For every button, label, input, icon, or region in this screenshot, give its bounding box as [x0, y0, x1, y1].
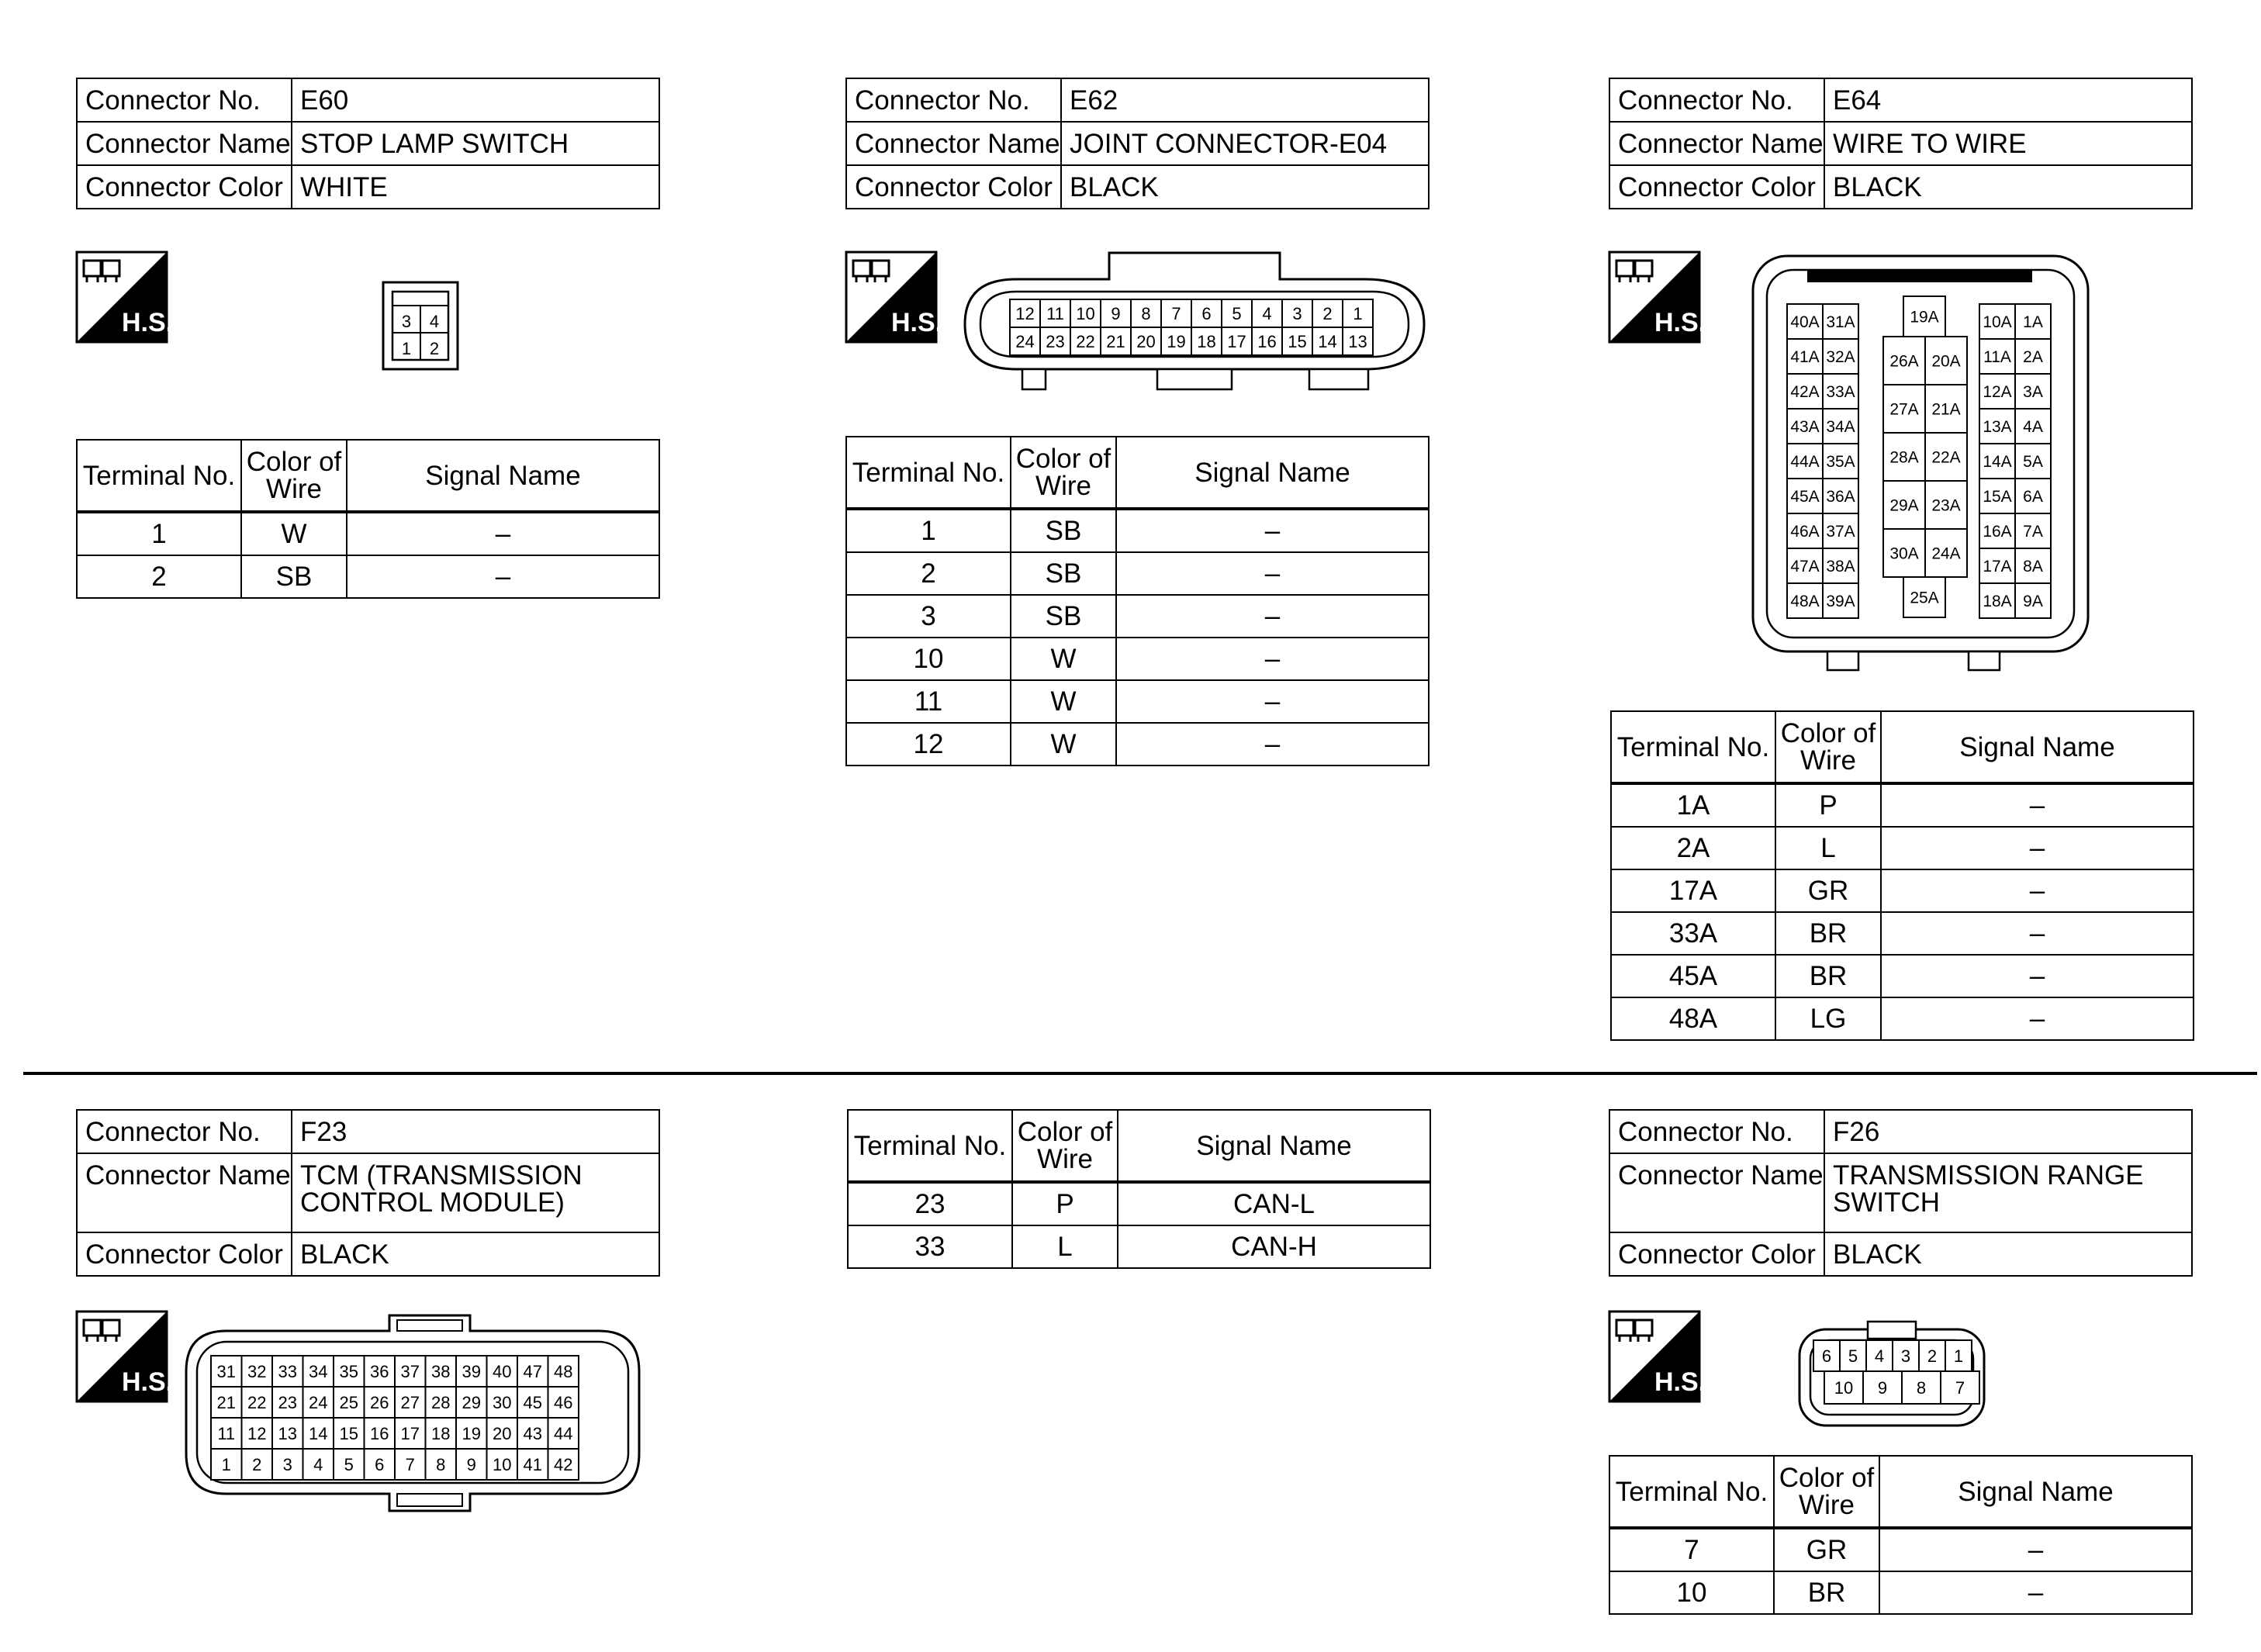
pin-label: 34A — [1826, 418, 1855, 437]
pin-label: 12 — [1015, 303, 1035, 323]
e60-header — [76, 78, 660, 209]
terminal-no-cell: 10 — [846, 638, 1011, 680]
f23-connector-face — [180, 1312, 645, 1526]
signal-name-header: Signal Name — [1879, 1456, 2192, 1528]
pin-label: 5 — [1848, 1346, 1858, 1366]
pin-label: 24 — [1015, 331, 1035, 351]
wire-color-cell: SB — [1011, 509, 1116, 552]
signal-name-cell: – — [1879, 1571, 2192, 1614]
pin-label: 39A — [1826, 593, 1855, 611]
table-row — [1609, 1571, 2192, 1614]
terminal-no-header: Terminal No. — [1609, 1456, 1774, 1528]
pin-label: 10 — [1834, 1377, 1854, 1398]
pin-label: 2A — [2023, 348, 2043, 367]
wire-color-cell: GR — [1774, 1528, 1879, 1571]
signal-name-cell: – — [1879, 1528, 2192, 1571]
pin-label: 8 — [1141, 303, 1151, 323]
terminal-no-cell: 10 — [1609, 1571, 1774, 1614]
pin-label: 20 — [493, 1423, 512, 1443]
hs-label: H.S. — [121, 1367, 174, 1397]
signal-name-cell: – — [1116, 552, 1429, 595]
pin-label: 8A — [2023, 558, 2043, 576]
terminal-no-cell: 2 — [77, 555, 241, 598]
pin-label: 5 — [1232, 303, 1242, 323]
pin-label: 24A — [1931, 544, 1961, 563]
pin-label: 14 — [309, 1423, 328, 1443]
pin-label: 35 — [339, 1361, 358, 1381]
signal-name-header: Signal Name — [1118, 1110, 1430, 1182]
pin-label: 1 — [221, 1454, 231, 1474]
harness-side-icon — [1609, 1311, 1706, 1402]
pin-label: 7 — [405, 1454, 415, 1474]
pin-label: 3 — [401, 312, 412, 331]
connector-color-label: Connector Color — [1609, 1232, 1824, 1276]
pin-label: 5 — [344, 1454, 354, 1474]
pin-label: 15 — [339, 1423, 358, 1443]
f26-header — [1609, 1109, 2193, 1277]
pin-label: 16 — [370, 1423, 389, 1443]
wire-color-cell: SB — [1011, 595, 1116, 638]
e60-terminal-table — [76, 439, 660, 599]
connector-name-label: Connector Name — [77, 1153, 292, 1232]
terminal-no-cell: 45A — [1611, 955, 1775, 997]
harness-side-icon — [76, 1311, 174, 1402]
pin-label: 47 — [523, 1361, 542, 1381]
pin-label: 39 — [462, 1361, 481, 1381]
connector-no-value: E60 — [292, 78, 659, 122]
pin-label: 17 — [400, 1423, 420, 1443]
pin-label: 41 — [523, 1454, 542, 1474]
pin-label: 30A — [1889, 544, 1919, 563]
pin-label: 38 — [431, 1361, 451, 1381]
terminal-no-cell: 3 — [846, 595, 1011, 638]
pin-label: 43 — [523, 1423, 542, 1443]
pin-label: 11 — [1046, 303, 1064, 323]
pin-label: 25A — [1910, 589, 1939, 607]
wire-color-cell: P — [1012, 1182, 1118, 1225]
pin-label: 38A — [1826, 558, 1855, 576]
pin-label: 31 — [216, 1361, 236, 1381]
pin-label: 26 — [370, 1392, 389, 1412]
terminal-no-cell: 1A — [1611, 783, 1775, 827]
terminal-no-cell: 2 — [846, 552, 1011, 595]
pin-label: 33A — [1826, 383, 1855, 402]
signal-name-header: Signal Name — [1881, 711, 2194, 783]
connector-name-value: WIRE TO WIRE — [1824, 122, 2192, 165]
signal-name-cell: – — [1116, 680, 1429, 723]
pin-label: 12 — [247, 1423, 267, 1443]
pin-label: 15A — [1983, 488, 2012, 506]
pin-label: 4 — [313, 1454, 323, 1474]
connector-color-label: Connector Color — [1609, 165, 1824, 209]
pin-label: 19 — [462, 1423, 481, 1443]
connector-color-label: Connector Color — [77, 165, 292, 209]
pin-label: 13 — [278, 1423, 297, 1443]
pin-label: 20A — [1931, 352, 1961, 371]
pin-label: 24 — [309, 1392, 328, 1412]
pin-label: 4A — [2023, 418, 2043, 437]
pin-label: 46 — [554, 1392, 573, 1412]
pin-label: 7 — [1955, 1377, 1965, 1398]
connector-name-label: Connector Name — [1609, 122, 1824, 165]
e64-header — [1609, 78, 2193, 209]
terminal-no-cell: 48A — [1611, 997, 1775, 1040]
pin-label: 11A — [1983, 348, 2011, 367]
hs-label: H.S. — [1654, 308, 1706, 337]
terminal-no-cell: 1 — [846, 509, 1011, 552]
pin-label: 5A — [2023, 453, 2043, 472]
table-row — [1611, 955, 2194, 997]
color-of-wire-header: Color of Wire — [1775, 711, 1881, 783]
pin-label: 22 — [247, 1392, 267, 1412]
pin-label: 37A — [1826, 523, 1855, 541]
pin-label: 41A — [1790, 348, 1820, 367]
terminal-no-header: Terminal No. — [848, 1110, 1012, 1182]
f23-header — [76, 1109, 660, 1277]
pin-label: 3 — [1292, 303, 1302, 323]
connector-color-value: BLACK — [292, 1232, 659, 1276]
wire-color-cell: W — [241, 512, 347, 555]
connector-no-label: Connector No. — [77, 1110, 292, 1153]
signal-name-cell: – — [1881, 955, 2194, 997]
connector-color-value: BLACK — [1824, 1232, 2192, 1276]
connector-no-label: Connector No. — [1609, 1110, 1824, 1153]
pin-label: 14A — [1983, 453, 2012, 472]
pin-label: 18 — [1197, 331, 1216, 351]
connector-name-value: TRANSMISSION RANGE SWITCH — [1824, 1153, 2192, 1232]
table-row — [1611, 869, 2194, 912]
pin-label: 1 — [1353, 303, 1363, 323]
pin-label: 29A — [1889, 496, 1919, 515]
pin-label: 7 — [1171, 303, 1181, 323]
pin-label: 42 — [554, 1454, 573, 1474]
pin-label: 7A — [2023, 523, 2043, 541]
pin-label: 1 — [401, 339, 412, 358]
pin-label: 27A — [1889, 400, 1919, 419]
e62-header — [845, 78, 1430, 209]
e64-terminal-table — [1610, 710, 2194, 1041]
pin-label: 10A — [1983, 313, 2012, 332]
table-row — [846, 680, 1429, 723]
table-row — [1611, 783, 2194, 827]
pin-label: 18A — [1983, 593, 2012, 611]
connector-color-value: WHITE — [292, 165, 659, 209]
pin-label: 26A — [1889, 352, 1919, 371]
wire-color-cell: L — [1012, 1225, 1118, 1268]
wire-color-cell: SB — [1011, 552, 1116, 595]
pin-label: 22A — [1931, 448, 1961, 467]
pin-label: 44A — [1790, 453, 1820, 472]
f23-terminal-table — [847, 1109, 1431, 1269]
terminal-no-header: Terminal No. — [77, 440, 241, 512]
connector-no-label: Connector No. — [1609, 78, 1824, 122]
pin-label: 13A — [1983, 418, 2012, 437]
connector-color-value: BLACK — [1824, 165, 2192, 209]
pin-label: 8 — [436, 1454, 446, 1474]
signal-name-cell: – — [1116, 723, 1429, 766]
connector-no-value: F26 — [1824, 1110, 2192, 1153]
pin-label: 4 — [1874, 1346, 1885, 1366]
pin-label: 28A — [1889, 448, 1919, 467]
pin-label: 6 — [1201, 303, 1212, 323]
pin-label: 40A — [1790, 313, 1820, 332]
color-of-wire-header: Color of Wire — [1012, 1110, 1118, 1182]
pin-label: 28 — [431, 1392, 451, 1412]
pin-label: 36 — [370, 1361, 389, 1381]
pin-label: 4 — [429, 312, 440, 331]
pin-label: 23 — [278, 1392, 297, 1412]
harness-side-icon — [845, 251, 943, 343]
pin-label: 11 — [217, 1423, 236, 1443]
pin-label: 36A — [1826, 488, 1855, 506]
pin-label: 16A — [1983, 523, 2012, 541]
terminal-no-cell: 17A — [1611, 869, 1775, 912]
pin-label: 6A — [2023, 488, 2043, 506]
pin-label: 48A — [1790, 593, 1820, 611]
wire-color-cell: SB — [241, 555, 347, 598]
wire-color-cell: GR — [1775, 869, 1881, 912]
color-of-wire-header: Color of Wire — [1774, 1456, 1879, 1528]
connector-name-label: Connector Name — [1609, 1153, 1824, 1232]
table-row — [1611, 827, 2194, 869]
pin-label: 3 — [1900, 1346, 1911, 1366]
pin-label: 16 — [1257, 331, 1277, 351]
connector-no-label: Connector No. — [846, 78, 1061, 122]
pin-label: 1A — [2023, 313, 2043, 332]
pin-label: 10 — [493, 1454, 512, 1474]
pin-label: 43A — [1790, 418, 1820, 437]
pin-label: 46A — [1790, 523, 1820, 541]
pin-label: 45 — [523, 1392, 542, 1412]
terminal-no-header: Terminal No. — [846, 437, 1011, 509]
signal-name-header: Signal Name — [1116, 437, 1429, 509]
pin-label: 3 — [282, 1454, 292, 1474]
terminal-no-cell: 12 — [846, 723, 1011, 766]
pin-label: 10 — [1076, 303, 1095, 323]
table-row — [846, 552, 1429, 595]
pin-label: 18 — [431, 1423, 451, 1443]
terminal-no-cell: 23 — [848, 1182, 1012, 1225]
harness-side-icon — [1609, 251, 1706, 343]
pin-label: 23A — [1931, 496, 1961, 515]
e60-connector-face — [382, 281, 459, 371]
pin-label: 37 — [400, 1361, 420, 1381]
pin-label: 22 — [1076, 331, 1095, 351]
pin-label: 20 — [1136, 331, 1156, 351]
pin-label: 2 — [1322, 303, 1333, 323]
wire-color-cell: BR — [1775, 955, 1881, 997]
signal-name-cell: – — [1116, 595, 1429, 638]
pin-label: 1 — [1953, 1346, 1964, 1366]
table-row — [846, 638, 1429, 680]
wire-color-cell: W — [1011, 680, 1116, 723]
connector-color-label: Connector Color — [846, 165, 1061, 209]
wire-color-cell: L — [1775, 827, 1881, 869]
pin-label: 17A — [1983, 558, 2012, 576]
pin-label: 6 — [375, 1454, 385, 1474]
pin-label: 44 — [554, 1423, 573, 1443]
harness-side-icon — [76, 251, 174, 343]
signal-name-cell: – — [1881, 827, 2194, 869]
f26-connector-face — [1796, 1318, 1987, 1430]
terminal-no-header: Terminal No. — [1611, 711, 1775, 783]
table-row — [848, 1225, 1430, 1268]
pin-label: 32A — [1826, 348, 1855, 367]
signal-name-cell: – — [1881, 997, 2194, 1040]
connector-no-value: E62 — [1061, 78, 1429, 122]
table-row — [848, 1182, 1430, 1225]
wire-color-cell: P — [1775, 783, 1881, 827]
signal-name-header: Signal Name — [347, 440, 659, 512]
pin-label: 45A — [1790, 488, 1820, 506]
table-row — [1609, 1528, 2192, 1571]
connector-no-value: F23 — [292, 1110, 659, 1153]
pin-label: 21 — [1106, 331, 1125, 351]
wire-color-cell: BR — [1775, 912, 1881, 955]
pin-label: 19A — [1910, 308, 1939, 327]
terminal-no-cell: 33A — [1611, 912, 1775, 955]
connector-name-label: Connector Name — [846, 122, 1061, 165]
connector-no-value: E64 — [1824, 78, 2192, 122]
pin-label: 27 — [400, 1392, 420, 1412]
table-row — [846, 595, 1429, 638]
signal-name-cell: – — [1116, 638, 1429, 680]
connector-no-label: Connector No. — [77, 78, 292, 122]
pin-label: 33 — [278, 1361, 297, 1381]
pin-label: 2 — [252, 1454, 262, 1474]
pin-label: 9A — [2023, 593, 2043, 611]
wire-color-cell: BR — [1774, 1571, 1879, 1614]
pin-label: 6 — [1821, 1346, 1832, 1366]
wire-color-cell: W — [1011, 723, 1116, 766]
signal-name-cell: – — [1881, 912, 2194, 955]
pin-label: 21A — [1931, 400, 1961, 419]
pin-label: 4 — [1262, 303, 1272, 323]
connector-name-value: TCM (TRANSMISSION CONTROL MODULE) — [292, 1153, 659, 1232]
pin-label: 2 — [1927, 1346, 1938, 1366]
signal-name-cell: – — [1881, 869, 2194, 912]
connector-name-value: STOP LAMP SWITCH — [292, 122, 659, 165]
pin-label: 9 — [1877, 1377, 1888, 1398]
e64-connector-face — [1750, 253, 2091, 687]
pin-label: 13 — [1348, 331, 1367, 351]
wire-color-cell: LG — [1775, 997, 1881, 1040]
pin-label: 32 — [247, 1361, 267, 1381]
table-row — [1611, 997, 2194, 1040]
table-row — [77, 555, 659, 598]
pin-label: 19 — [1167, 331, 1186, 351]
terminal-no-cell: 33 — [848, 1225, 1012, 1268]
terminal-no-cell: 7 — [1609, 1528, 1774, 1571]
table-row — [1611, 912, 2194, 955]
pin-label: 40 — [493, 1361, 512, 1381]
pin-label: 12A — [1983, 383, 2012, 402]
pin-label: 29 — [462, 1392, 481, 1412]
pin-label: 21 — [216, 1392, 236, 1412]
signal-name-cell: – — [1881, 783, 2194, 827]
terminal-no-cell: 2A — [1611, 827, 1775, 869]
section-divider — [23, 1072, 2257, 1075]
signal-name-cell: CAN-H — [1118, 1225, 1430, 1268]
pin-label: 15 — [1288, 331, 1307, 351]
f26-terminal-table — [1609, 1455, 2193, 1615]
pin-label: 25 — [339, 1392, 358, 1412]
pin-label: 34 — [309, 1361, 328, 1381]
signal-name-cell: – — [347, 512, 659, 555]
color-of-wire-header: Color of Wire — [241, 440, 347, 512]
pin-label: 2 — [429, 339, 440, 358]
hs-label: H.S. — [1654, 1367, 1706, 1397]
signal-name-cell: – — [347, 555, 659, 598]
pin-label: 9 — [1111, 303, 1121, 323]
terminal-no-cell: 1 — [77, 512, 241, 555]
color-of-wire-header: Color of Wire — [1011, 437, 1116, 509]
pin-label: 47A — [1790, 558, 1820, 576]
pin-label: 35A — [1826, 453, 1855, 472]
pin-label: 42A — [1790, 383, 1820, 402]
table-row — [77, 512, 659, 555]
signal-name-cell: CAN-L — [1118, 1182, 1430, 1225]
e62-connector-face — [962, 250, 1427, 397]
pin-label: 14 — [1318, 331, 1337, 351]
hs-label: H.S. — [890, 308, 943, 337]
connector-color-value: BLACK — [1061, 165, 1429, 209]
terminal-no-cell: 11 — [846, 680, 1011, 723]
pin-label: 17 — [1227, 331, 1246, 351]
pin-label: 9 — [466, 1454, 476, 1474]
pin-label: 23 — [1046, 331, 1065, 351]
e62-terminal-table — [845, 436, 1430, 766]
pin-label: 8 — [1916, 1377, 1927, 1398]
table-row — [846, 509, 1429, 552]
connector-name-value: JOINT CONNECTOR-E04 — [1061, 122, 1429, 165]
pin-label: 48 — [554, 1361, 573, 1381]
hs-label: H.S. — [121, 308, 174, 337]
wire-color-cell: W — [1011, 638, 1116, 680]
pin-label: 3A — [2023, 383, 2043, 402]
pin-label: 31A — [1826, 313, 1855, 332]
table-row — [846, 723, 1429, 766]
connector-color-label: Connector Color — [77, 1232, 292, 1276]
signal-name-cell: – — [1116, 509, 1429, 552]
pin-label: 30 — [493, 1392, 512, 1412]
connector-name-label: Connector Name — [77, 122, 292, 165]
